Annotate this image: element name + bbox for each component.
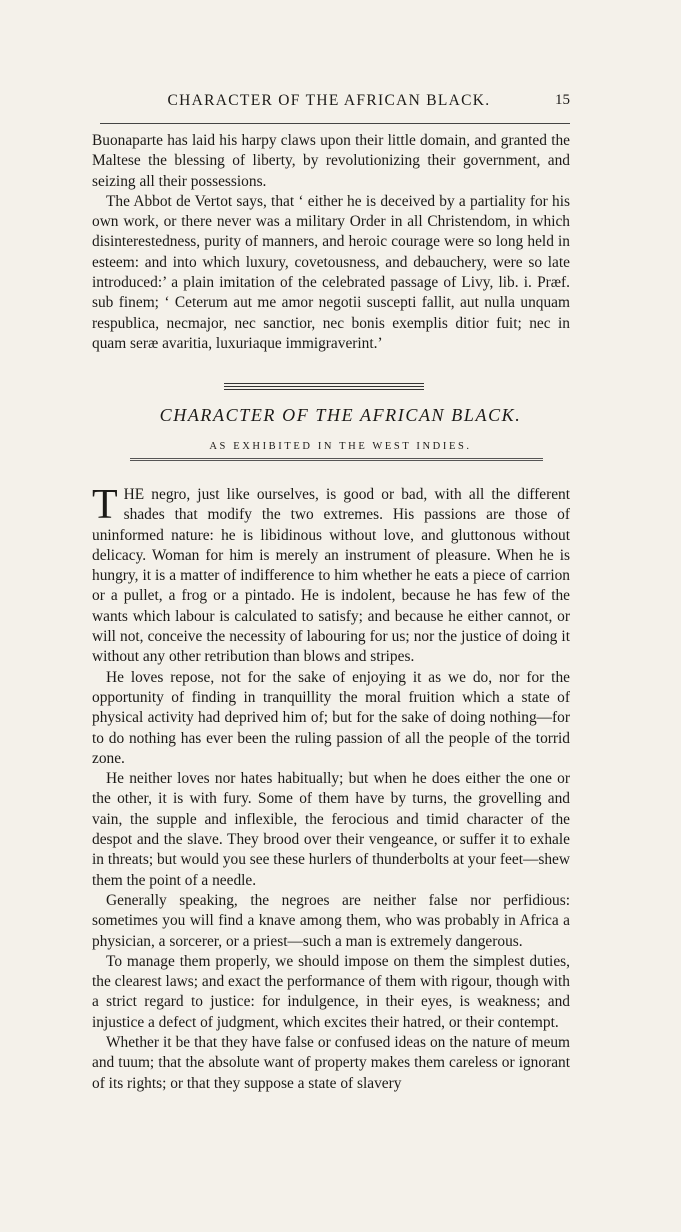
- previous-article-text: [92, 131, 570, 354]
- paragraph: Buonaparte has laid his harpy claws upon their little domain, and granted the Maltese the blessing of liberty, by revolutionizing their government, and seizing all their possessions.: [92, 132, 570, 190]
- article-subtitle: AS EXHIBITED IN THE WEST INDIES.: [209, 441, 472, 452]
- paragraph: He neither loves nor hates habitually; but when he does either the one or the other, it is with fury. Some of them have by turns, the grovelling and vain, the supple and inflexible, the ferocious and timid character of the despot and the slave. They brood over their vengeance, or suffer it to exhale in threats; but would you see these hurlers of thunderbolts at your feet—shew them the point of a needle.: [92, 770, 570, 889]
- first-paragraph-text: HE negro, just like ourselves, is good or bad, with all the different shades that modify the two extremes. His passions are those of uninformed nature: he is libidinous without love, and gluttonous without delicacy. Woman for him is merely an instrument of pleasure. When he is hungry, it is a matter of indifference to him whether he eats a piece of carrion or a pullet, a frog or a pintado. He is indolent, because he has few of the wants which labour is calculated to satisfy; and because he either cannot, or will not, conceive the necessity of labouring for us; nor the justice of doing it without any other retribution than blows and stripes.: [92, 486, 570, 666]
- section-divider: [224, 383, 424, 392]
- article-title: CHARACTER OF THE AFRICAN BLACK.: [159, 405, 522, 425]
- running-title: CHARACTER OF THE AFRICAN BLACK.: [167, 92, 491, 109]
- subtitle-rule: [130, 458, 543, 461]
- drop-cap: T: [92, 482, 118, 528]
- paragraph: The Abbot de Vertot says, that ‘ either he is deceived by a partiality for his own work, or there never was a military Order in all Christendom, in which disinterestedness, purity of manners, and heroic courage were so long held in esteem: and into which luxury, covetousness, and debauchery, were so late introduced:’ a plain imitation of the celebrated passage of Livy, lib. i. Præf. sub finem; ‘ Ceterum aut me amor negotii suscepti fallit, aut nulla unquam respublica, necmajor, nec sanctior, nec bonis exemplis ditior fuit; nec in quam seræ avaritia, luxuriaque immigraverint.’: [92, 192, 570, 352]
- page-header: [88, 92, 570, 114]
- first-paragraph: [92, 482, 570, 668]
- paragraph: He loves repose, not for the sake of enjoying it as we do, nor for the opportunity of finding in tranquillity the moral fruition which a state of physical activity had deprived him of; but for the sake of doing nothing—for to do nothing has ever been the ruling passion of all the people of the torrid zone.: [92, 668, 570, 767]
- paragraph: Whether it be that they have false or confused ideas on the nature of meum and tuum; that the absolute want of property makes them careless or ignorant of its rights; or that they suppose a state of slavery: [92, 1034, 570, 1092]
- paragraph: Generally speaking, the negroes are neither false nor perfidious: sometimes you will find a knave among them, who was probably in Africa a physician, a sorcerer, or a priest—such a man is extremely dangerous.: [92, 891, 570, 950]
- paragraph: To manage them properly, we should impose on them the simplest duties, the clearest laws; and exact the performance of them with rigour, though with a strict regard to justice: for indulgence, in their eyes, is weakness; and injustice a defect of judgment, which excites their hatred, or their contempt.: [92, 952, 570, 1031]
- header-rule: [100, 123, 570, 124]
- article-body: [92, 482, 570, 1094]
- page-number: 15: [555, 92, 570, 108]
